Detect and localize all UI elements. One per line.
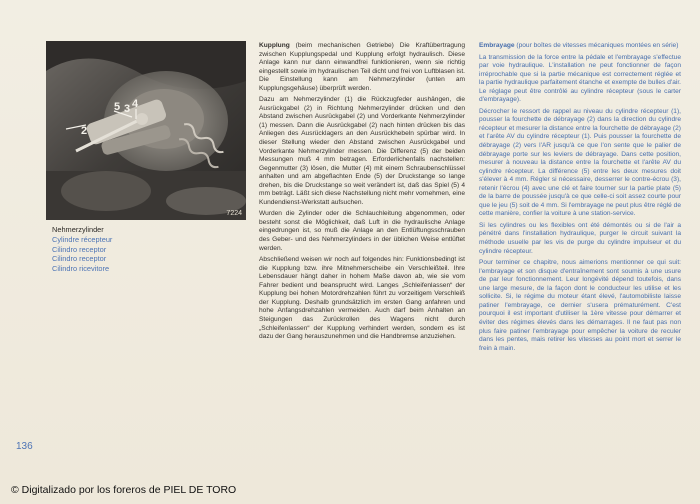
german-heading: Kupplung [259, 42, 290, 49]
french-paragraph-4: Pour terminer ce chapitre, nous aimerions mentionner ce qui suit: l'embrayage et son disque d'entraînement sont soumis à une usure de par leur fonctionnement. Leur longévité dépend toutefois, dans une large mesure, de la façon dont le conducteur les utilise et les sollicite. Si, le régime du moteur étant élevé, l'automobiliste laisse patiner l'embrayage, ce dernier s'usera prématurément. C'est pourquoi il est important d'utiliser la 1ère vitesse pour démarrer et éviter des régimes élevés dans les démarrages. Il ne faut pas non plus faire patiner l'embrayage pour empêcher la voiture de reculer dans les pentes, mais retirer les vitesses au point mort et serrer le frein à main. [479, 259, 681, 352]
callout-5: 5 [114, 101, 121, 113]
german-heading-line [259, 42, 465, 93]
clutch-photo [46, 41, 246, 220]
german-paragraph-2: Dazu am Nehmerzylinder (1) die Rückzugfeder aushängen, die Ausrückgabel (2) in Richtung Nehmerzylinder drücken und den Abstand zwischen Ausrückgabel (2) und Vorderkante Nehmerzylinder (1) messen. Dann die Ausrückgabel (2) nach hinten drücken bis das Anliegen des Ausrücklagers an den Ausrückhebeln spürbar wird. In dieser Stellung wieder den Abstand zwischen Ausrückgabel und Vorderkante Nehmerzylinder messen. Die Differenz (5) der beiden Messungen muß 4 mm betragen. Erforderlichenfalls nachstellen: Gegenmutter (3) lösen, die Mutter (4) mit einem Schraubenschlüssel anhalten und am abgeflachten Ende (5) der Druckstange so lange drehen, bis die Druckstange so weit verändert ist, daß das Spiel (5) 4 mm beträgt. Läßt sich diese Nachstellung nicht mehr vornehmen, eine Kundendienst-Werkstatt aufsuchen. [259, 96, 465, 206]
figure-captions [52, 225, 242, 274]
callout-2: 2 [81, 125, 88, 137]
clutch-mechanism-illustration [46, 41, 246, 220]
caption-french: Cylindre récepteur [52, 234, 113, 244]
german-paragraph-1: Die Kraftübertragung zwischen Kupplungspedal und Kupplung erfolgt hydraulisch. Diese Anlage kann nur dann einwandfrei funktionieren, wenn sie richtig eingestellt sowie im hydraulischen Teil dicht und frei von Luftblasen ist. Die Einstellung kann am Nehmerzylinder (unten am Kupplungsgehäuse) überprüft werden. [259, 42, 465, 92]
french-column [479, 42, 681, 356]
french-paragraph-3: Si les cylindres ou les flexibles ont été démontés ou si de l'air a pénétré dans l'installation hydraulique, purger le circuit suivant la méthode usuelle par les vis de purge du cylindre impulseur et du cylindre récepteur. [479, 221, 681, 255]
french-paragraph-2: Décrocher le ressort de rappel au niveau du cylindre récepteur (1), pousser la fourchette de débrayage (2) dans la direction du cylindre récepteur et mesurer la distance entre la fourchette de débrayage (2) et l'arête AV du cylindre récepteur (1). Puis pousser la fourchette de débrayage (2) vers l'AR jusqu'à ce que l'on sente que le palier de débrayage porte sur les leviers de débrayage. Dans cette position, mesurer à nouveau la distance entre la fourchette et l'arête AV du cylindre récepteur. La différence (5) entre les deux mesures doit s'élever à 4 mm. Régler si nécessaire, desserrer le contre-écrou (3), retenir l'écrou (4) avec une clé et faire tourner sur la partie plate (5) de la barre de poussée jusqu'à ce que celle-ci soit assez courte pour que le jeu (5) soit de 4 mm. Si l'embrayage ne peut plus être réglé de cette manière, confier la voiture à une station-service. [479, 107, 681, 218]
scan-credit: © Digitalizado por los foreros de PIEL DE TORO [11, 484, 237, 496]
caption-german: Nehmerzylinder [52, 225, 104, 234]
caption-italian: Cilindro ricevitore [52, 264, 110, 274]
caption-spanish: Cilindro receptor [52, 244, 107, 254]
page-number: 136 [16, 441, 33, 452]
callout-3: 3 [124, 103, 131, 115]
french-heading-line [479, 42, 681, 51]
french-heading: Embrayage [479, 42, 515, 49]
callout-4: 4 [132, 98, 139, 110]
german-column [259, 42, 465, 345]
german-heading-note: (beim mechanischen Getriebe) [295, 42, 394, 49]
french-heading-note: (pour boîtes de vitesses mécaniques montées en série) [516, 42, 679, 49]
caption-portuguese: Cilindro receptor [52, 254, 107, 264]
german-paragraph-4: Abschließend weisen wir noch auf folgendes hin: Funktionsbedingt ist die Kupplung bzw. ihre Mitnehmerscheibe ein Verschleißteil. Ihre Lebensdauer hängt daher in hohem Maße davon ab, wie sie vom Fahrer bedient und beansprucht wird. Langes „Schleifenlassen“ der Kupplung bei hohen Motordrehzahlen führt zu vorzeitigem Verschleiß der Kupplung. Deshalb grundsätzlich im ersten Gang anfahren und hohe Anfangsdrehzahlen vermeiden. Auch darf beim Anhalten an Steigungen das Zurückrollen des Wagens nicht durch „Schleifenlassen“ der Kupplung verhindert werden, sondern es ist dazu der Gang herauszunehmen und die Handbremse anzuziehen. [259, 256, 465, 341]
figure-code: 7224 [226, 210, 242, 217]
german-paragraph-3: Wurden die Zylinder oder die Schlauchleitung abgenommen, oder besteht sonst die Möglichkeit, daß Luft in die hydraulische Anlage eingedrungen ist, so muß die Anlage an den Entlüftungsschrauben des Geber- und des Nehmerzylinders in der üblichen Weise entlüftet werden. [259, 210, 465, 252]
french-paragraph-1: La transmission de la force entre la pédale et l'embrayage s'effectue par voie hydraulique. L'installation ne peut fonctionner de façon irréprochable que si la partie mécanique est correctement réglée et la partie hydraulique parfaitement étanche et exempte de bulles d'air. Le réglage peut être contrôlé au cylindre récepteur (sous le carter d'embrayage). [479, 53, 681, 104]
